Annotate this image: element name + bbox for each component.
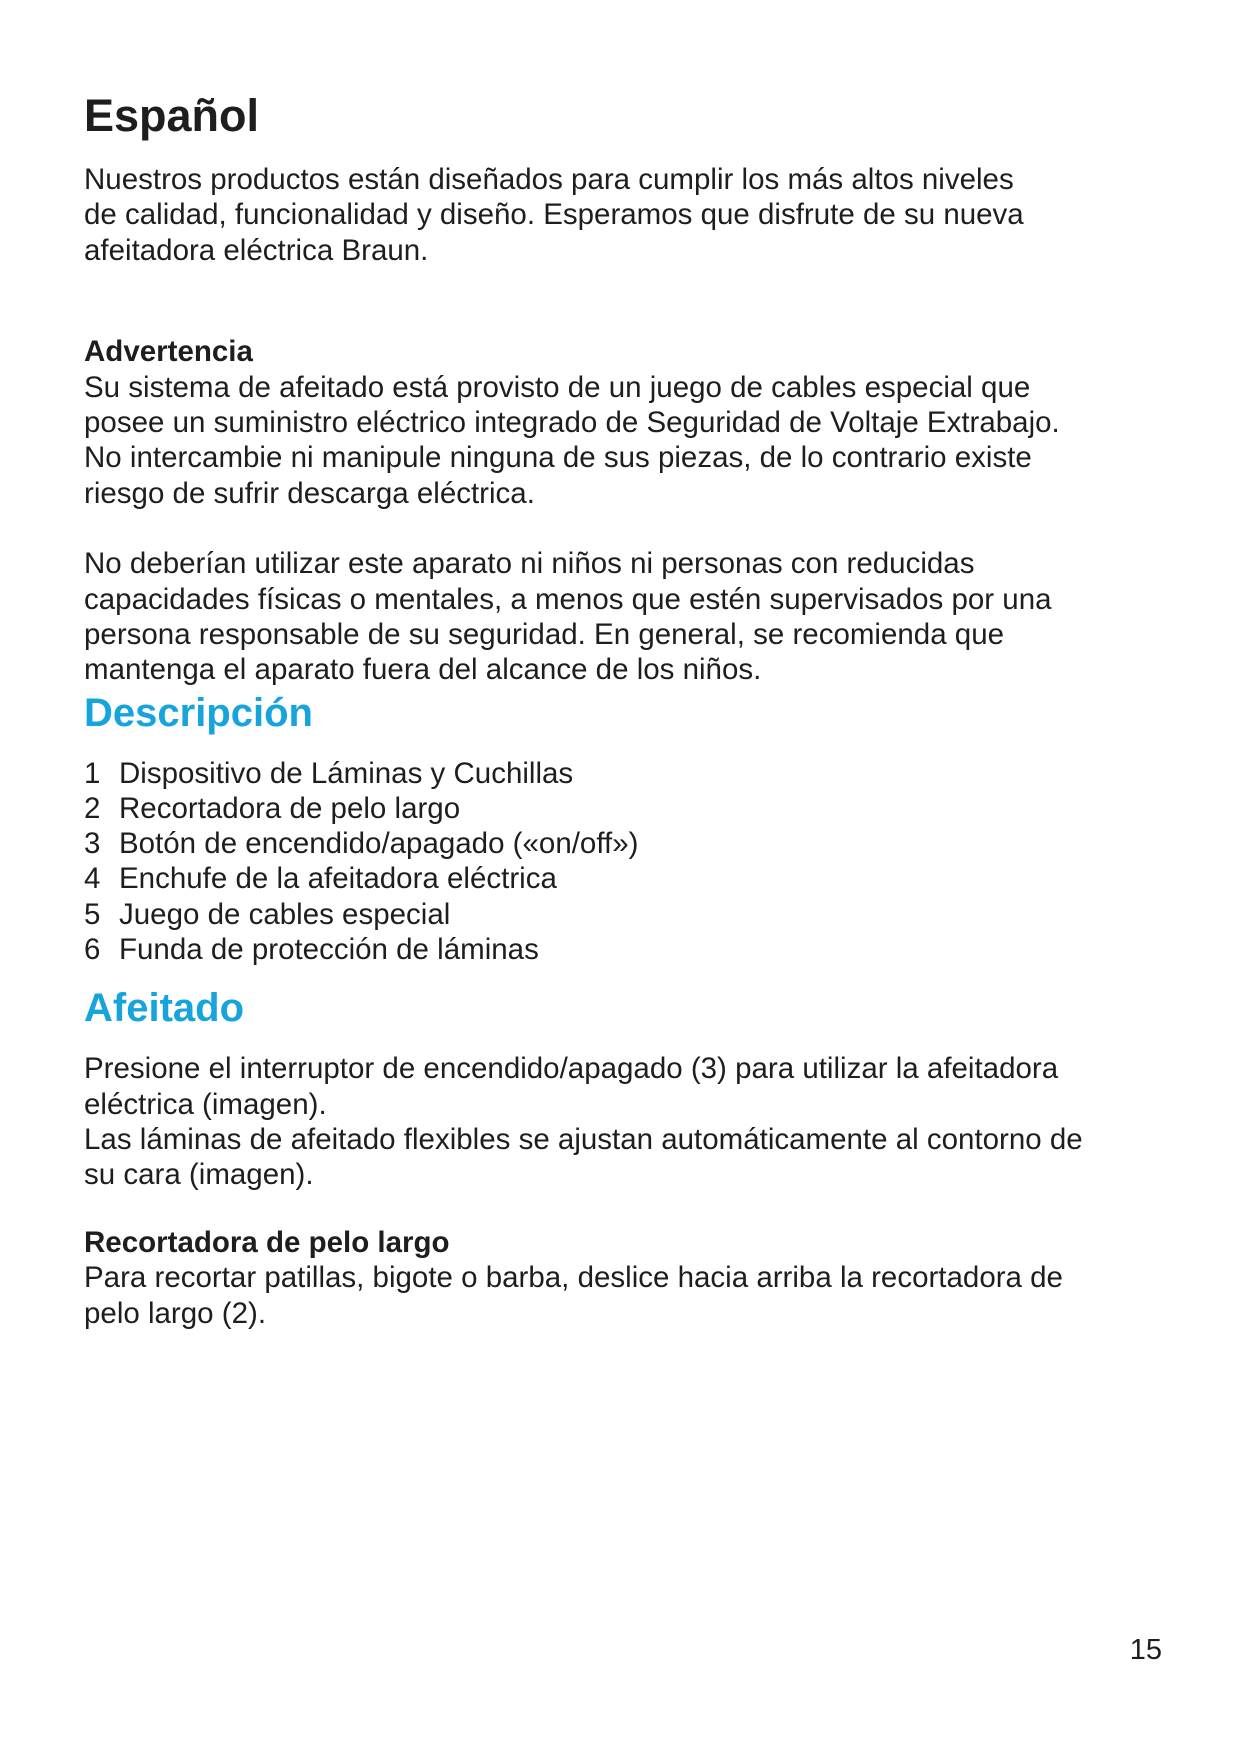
document-page [84, 88, 1164, 1331]
warning-line: No intercambie ni manipule ninguna de sus piezas, de lo contrario existe [84, 441, 1032, 475]
list-item [84, 861, 1164, 896]
warning-paragraph-2 [84, 546, 1164, 688]
item-number: 1 [84, 756, 101, 790]
item-number: 6 [84, 932, 101, 966]
list-item [84, 932, 1164, 967]
description-heading: Descripción [84, 690, 313, 735]
shaving-heading: Afeitado [84, 986, 244, 1031]
trimmer-line: pelo largo (2). [84, 1296, 267, 1330]
warning-line: No deberían utilizar este aparato ni niños ni personas con reducidas [84, 547, 975, 581]
shaving-line: Las láminas de afeitado flexibles se ajustan automáticamente al contorno de [84, 1122, 1083, 1156]
intro-line: afeitadora eléctrica Braun. [84, 233, 429, 267]
item-label: Enchufe de la afeitadora eléctrica [119, 862, 557, 896]
item-label: Funda de protección de láminas [119, 932, 539, 966]
list-item [84, 826, 1164, 861]
shaving-line: eléctrica (imagen). [84, 1087, 327, 1121]
language-title: Español [84, 90, 260, 141]
trimmer-paragraph [84, 1260, 1164, 1331]
warning-line: riesgo de sufrir descarga eléctrica. [84, 476, 535, 510]
warning-line: mantenga el aparato fuera del alcance de los niños. [84, 653, 762, 687]
list-item [84, 897, 1164, 932]
intro-paragraph [84, 162, 1164, 268]
item-label: Recortadora de pelo largo [119, 792, 461, 826]
item-number: 3 [84, 827, 101, 861]
item-label: Dispositivo de Láminas y Cuchillas [119, 756, 574, 790]
trimmer-line: Para recortar patillas, bigote o barba, deslice hacia arriba la recortadora de [84, 1261, 1063, 1295]
trimmer-title: Recortadora de pelo largo [84, 1225, 450, 1259]
intro-line: Nuestros productos están diseñados para cumplir los más altos niveles [84, 163, 1014, 196]
list-item [84, 756, 1164, 791]
item-number: 5 [84, 897, 101, 931]
parts-list [84, 756, 1164, 967]
item-number: 4 [84, 862, 101, 896]
warning-paragraph-1 [84, 370, 1164, 512]
warning-line: Su sistema de afeitado está provisto de un juego de cables especial que [84, 370, 1031, 404]
warning-line: persona responsable de su seguridad. En general, se recomienda que [84, 618, 1005, 652]
shaving-paragraph [84, 1051, 1164, 1193]
shaving-line: su cara (imagen). [84, 1158, 314, 1192]
warning-title: Advertencia [84, 335, 253, 369]
warning-line: capacidades físicas o mentales, a menos que estén supervisados por una [84, 582, 1052, 616]
intro-line: de calidad, funcionalidad y diseño. Esperamos que disfrute de su nueva [84, 198, 1024, 232]
page-number: 15 [1129, 1634, 1162, 1666]
warning-line: posee un suministro eléctrico integrado de Seguridad de Voltaje Extrabajo. [84, 406, 1060, 440]
item-label: Juego de cables especial [119, 897, 451, 931]
list-item [84, 791, 1164, 826]
shaving-line: Presione el interruptor de encendido/apagado (3) para utilizar la afeitadora [84, 1052, 1059, 1086]
item-number: 2 [84, 792, 101, 826]
item-label: Botón de encendido/apagado («on/off») [119, 827, 639, 861]
